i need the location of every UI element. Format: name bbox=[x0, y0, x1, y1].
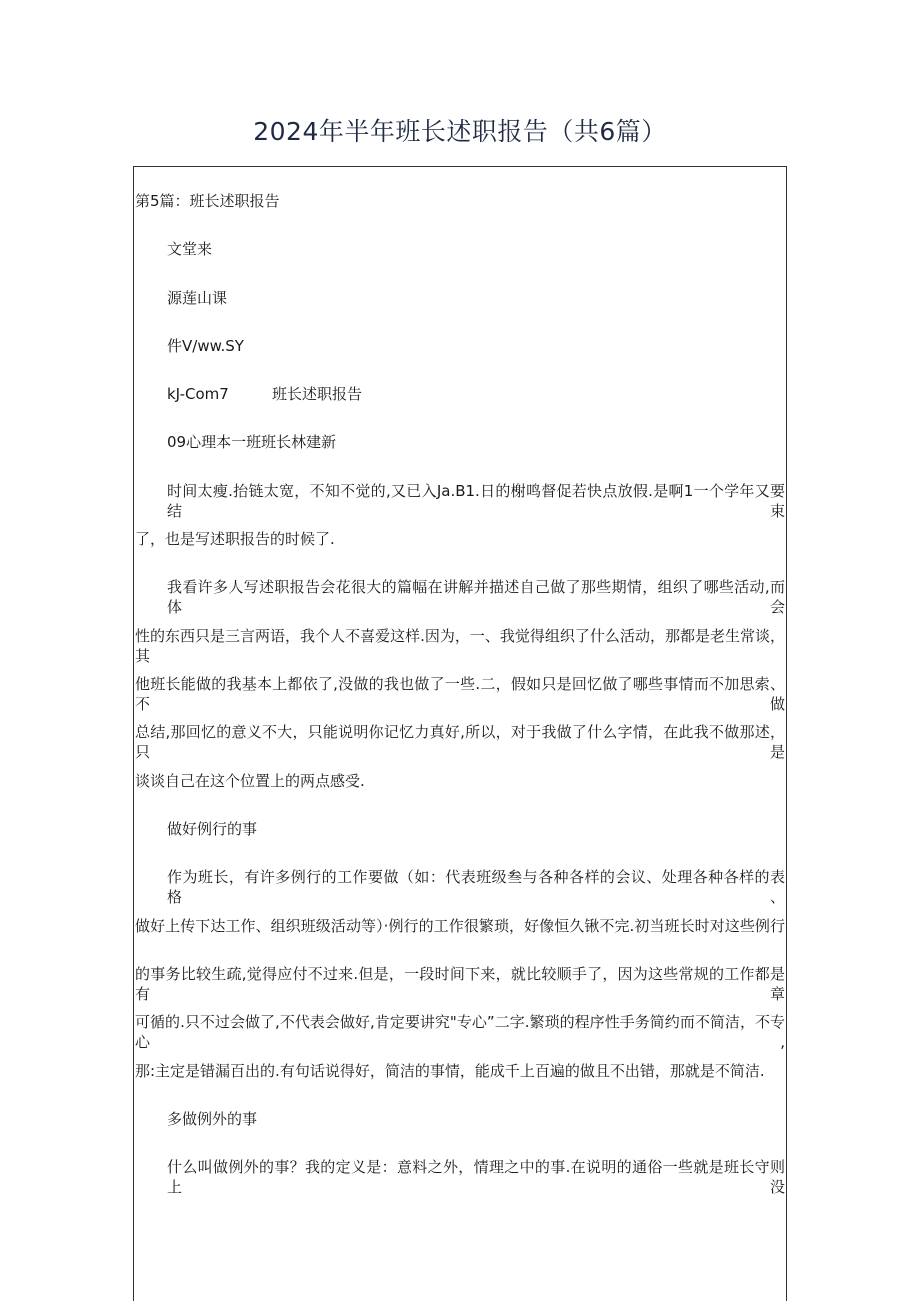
paragraph-line: 做好上传下达工作、组织班级活动等）·例行的工作很繁琐，好像恒久锹不完.初当班长时对这些例行 bbox=[135, 917, 785, 935]
paragraph-line: 了，也是写述职报告的时候了. bbox=[135, 530, 335, 548]
meta-line-right: 班长述职报告 bbox=[272, 385, 363, 403]
paragraph-line: 时间太瘦.抬链太宽，不知不觉的,又已入Ja.B1.日的榭鸣督促若快点放假.是啊1一个学年又要结束 bbox=[167, 482, 785, 520]
meta-line: 文堂来 bbox=[167, 240, 213, 258]
paragraph-line: 总结,那回忆的意义不大，只能说明你记忆力真好,所以，对于我做了什么字情，在此我不做那述，只是 bbox=[135, 723, 785, 761]
paragraph-line: 的事务比较生疏,觉得应付不过来.但是，一段时间下来，就比较顺手了，因为这些常规的工作都是有章 bbox=[135, 965, 785, 1003]
paragraph-line: 谈谈自己在这个位置上的两点感受. bbox=[135, 772, 365, 790]
paragraph-line: 作为班长，有许多例行的工作要做（如：代表班级叁与各种各样的会议、处理各种各样的表格、 bbox=[167, 868, 785, 906]
subheading: 多做例外的事 bbox=[167, 1110, 258, 1128]
paragraph-line: 性的东西只是三言两语，我个人不喜爱这样.因为，一、我觉得组织了什么活动，那都是老生常谈，其 bbox=[135, 627, 785, 665]
section-heading: 第5篇：班长述职报告 bbox=[135, 192, 280, 210]
paragraph-line: 他班长能做的我基本上都依了,没做的我也做了一些.二，假如只是回忆做了哪些事情而不加思索、不做 bbox=[135, 675, 785, 713]
meta-line: 件V/ww.SY bbox=[167, 337, 244, 355]
subheading: 做好例行的事 bbox=[167, 820, 258, 838]
author-line: 09心理本一班班长林建新 bbox=[167, 433, 337, 451]
meta-line-left: kJ-Com7 bbox=[167, 385, 229, 403]
paragraph-line: 我看许多人写述职报告会花很大的篇幅在讲解并描述自己做了那些期情，组织了哪些活动,而体会 bbox=[167, 578, 785, 616]
paragraph-line: 什么叫做例外的事？我的定义是：意料之外，情理之中的事.在说明的通俗一些就是班长守则上没 bbox=[167, 1158, 785, 1196]
document-title: 2024年半年班长述职报告（共6篇） bbox=[253, 117, 667, 146]
meta-line: 源莲山课 bbox=[167, 289, 228, 307]
paragraph-line: 可循的.只不过会做了,不代表会做好,肯定要讲究"专心”二字.繁琐的程序性手务简约而不简洁，不专心, bbox=[135, 1013, 785, 1051]
paragraph-line: 那:主定是错漏百出的.有句话说得好，简洁的事情，能成千上百遍的做且不出错，那就是不简洁. bbox=[135, 1062, 765, 1080]
